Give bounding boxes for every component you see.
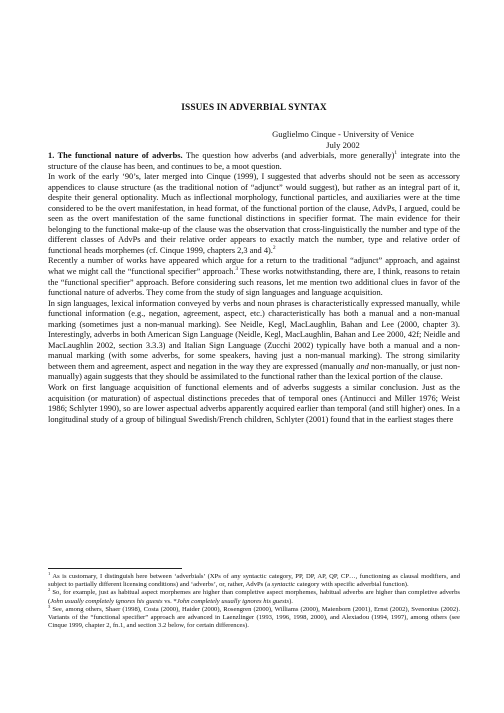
footnote-2-example-2: John completely usually ignores his guests [176, 597, 290, 605]
footnotes [48, 570, 460, 630]
paper-title: ISSUES IN ADVERBIAL SYNTAX [181, 103, 327, 113]
footnote-2 [48, 589, 460, 605]
footnote-2-text-a: So, for example, just as habitual aspect morphemes are higher than completive aspect morphemes, habitual adverbs are higher than completive adverbs ( [48, 589, 460, 605]
footnote-2-text-b: vs. * [162, 597, 177, 605]
paragraph-1-text-a: The question how adverbs (and adverbials, more generally) [185, 151, 395, 160]
paragraph-1 [48, 151, 460, 172]
footnote-2-text-c: ). [289, 597, 293, 605]
paragraph-3-text-b: These works notwithstanding, there are, I think, reasons to retain the “functional specifier” approach. Before considering such reasons, let me mention two additional clues in favor of the functional nature of adverbs. They come from the study of sign languages and language acquisition. [48, 267, 460, 298]
footnote-2-number: 2 [48, 587, 51, 593]
paragraph-5 [48, 383, 460, 425]
paper-date: July 2002 [326, 140, 360, 150]
footnote-3 [48, 603, 460, 631]
author-block [258, 129, 428, 151]
paragraph-1-text-b: integrate into the structure of the clause has been, and continues to be, a moot question. [48, 151, 460, 171]
paragraph-3-text-a: Recently a number of works have appeared which argue for a return to the traditional “adjunct” approach, and against what we might call the “functional specifier” approach. [48, 256, 460, 277]
section-heading: 1. The functional nature of adverbs. [48, 151, 183, 160]
footnote-divider [48, 568, 182, 569]
footnote-1-emphasis: syntactic [271, 581, 296, 589]
footnote-2-example-1: John usually completely ignores his guests [50, 597, 163, 605]
paragraph-5-text: Work on first language acquisition of functional elements and of adverbs suggests a similar conclusion. Just as the acquisition (or maturation) of aspectual distinctions precedes that of temporal ones (Antinucci and Miller 1976; Weist 1986; Schlyter 1990), so are lower aspectual adverbs apparently acquired earlier than temporal (and still higher) ones. In a longitudinal study of a group of bilingual Swedish/French children, Schlyter (2001) found that in the earliest stages there [48, 383, 460, 424]
footnote-ref-2[interactable]: 2 [272, 245, 276, 252]
body-text [48, 151, 460, 425]
footnote-ref-1[interactable]: 1 [394, 150, 398, 157]
paragraph-4-text-b: non-manually, or just non-manually) again suggests that they should be assimilated to the functional rather than the lexical portion of the clause. [48, 361, 460, 382]
paragraph-4-text-a: In sign languages, lexical information conveyed by verbs and noun phrases is characteristically expressed manually, while functional information (e.g., negation, agreement, aspect, etc.) characteristically has both a manual and a non-manual marking (sometimes just a non-manual marking). See Neidle, Kegl, MacLaughlin, Bahan and Lee (2000, chapter 3). Interestingly, adverbs in both American Sign Language (Neidle, Kegl, MacLaughlin, Bahan and Lee 2000, 42f; Neidle and MacLaughlin 2002, section 3.3.3) and Italian Sign Language (Zucchi 2002) typically have both a manual and a non-manual marking (with some adverbs, for some speakers, having just a non-manual marking). The strong similarity between them and agreement, aspect and negation in the way they are expressed (manually [48, 298, 460, 371]
footnote-1-number: 1 [48, 570, 51, 576]
footnote-3-text: See, among others, Shaer (1998), Costa (2000), Haider (2000), Rosengren (2000), Williams (2000), Maienborn (2001), Ernst (2002), Svenonius (2002). Variants of the “functional specifier” approach are advanced in Laenzlinger (1993, 1996, 1998, 2000), and Alexiadou (1994, 1997), among others (see Cinque 1999, chapter 2, fn.1, and section 3.2 below, for certain differences). [48, 605, 460, 630]
paragraph-2-text: In work of the early ‘90’s, later merged into Cinque (1999), I suggested that adverbs should not be seen as accessory appendices to clause structure (as the traditional notion of “adjunct” would suggest), but rather as an integral part of it, despite their general optionality. Much as inflectional morphology, functional particles, and auxiliaries were at the time considered to be the overt manifestation, in head format, of the functional portion of the clause, AdvPs, I argued, could be seen as the overt manifestation of the same functional distinctions in specifier format. The main evidence for their belonging to the functional make-up of the clause was the observation that cross-linguistically the number and type of the different classes of AdvPs and their relative order appears to exactly match the number, type and relative order of functional heads morphemes (cf. Cinque 1999, chapters 2,3 and 4). [48, 172, 460, 255]
footnote-3-number: 3 [48, 603, 51, 609]
footnote-1 [48, 570, 460, 589]
paragraph-4 [48, 299, 460, 383]
footnote-1-text-b: category with specific adverbial function). [295, 581, 409, 589]
footnote-ref-3[interactable]: 3 [235, 266, 239, 273]
paragraph-4-emphasis: and [356, 361, 369, 371]
paragraph-2 [48, 172, 460, 256]
author-affiliation: Guglielmo Cinque - University of Venice [272, 129, 414, 139]
footnote-1-text-a: As is customary, I distinguish here between ‘adverbials’ (XPs of any syntactic category, PP, DP, AP, QP, CP…, functioning as clausal modifiers, and subject to partially different licensing conditions) and ‘adverbs’, or, rather, AdvPs (a [48, 573, 460, 589]
paragraph-3 [48, 256, 460, 298]
